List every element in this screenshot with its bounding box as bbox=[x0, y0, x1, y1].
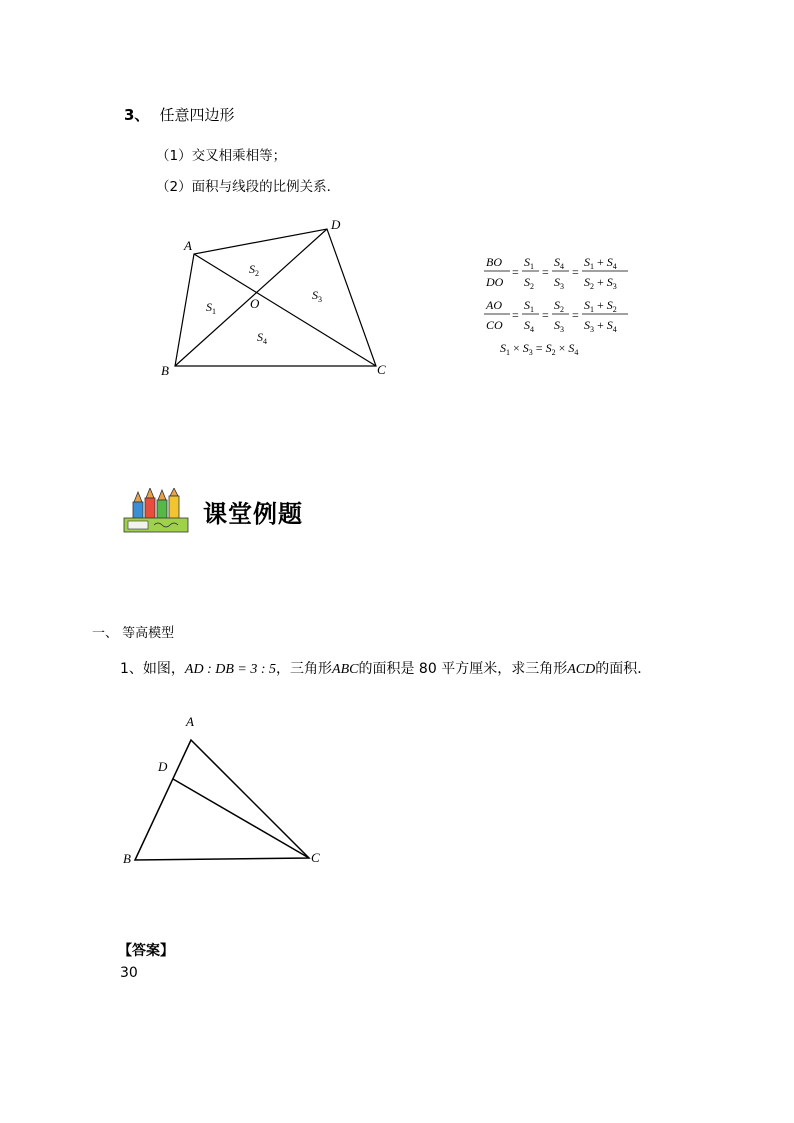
svg-text:=: = bbox=[542, 265, 549, 279]
section-number: 3、 bbox=[124, 106, 150, 124]
svg-text:S2: $S_2$ bbox=[554, 298, 564, 314]
region-label-s1: $S_1$ bbox=[206, 300, 216, 316]
vertex-label-c: C bbox=[311, 850, 320, 865]
svg-text:S1 + S2: $S_1 + S_2$ bbox=[584, 298, 617, 314]
vertex-label-a: A bbox=[184, 238, 192, 253]
list-item: （2）面积与线段的比例关系． bbox=[156, 179, 341, 195]
formula-line-3 bbox=[500, 341, 578, 357]
vertex-label-d: D bbox=[331, 217, 341, 232]
svg-text:=: = bbox=[542, 308, 549, 322]
vertex-label-a: A bbox=[186, 714, 194, 729]
center-label-o: O bbox=[250, 296, 260, 311]
svg-text:DO: DO bbox=[486, 275, 504, 289]
svg-text:S3: $S_3$ bbox=[554, 318, 564, 334]
pencil-cup-icon bbox=[120, 488, 192, 534]
problem-text: 1、如图，AD : DB = 3 : 5，三角形ABC的面积是 80 平方厘米，求三角形ACD的面积． bbox=[120, 661, 652, 677]
svg-text:=: = bbox=[512, 265, 519, 279]
svg-text:AO: AO bbox=[486, 298, 502, 312]
section-title: 课堂例题 bbox=[203, 500, 303, 528]
formula-line-2 bbox=[484, 298, 628, 334]
region-label-s2: $S_2$ bbox=[249, 262, 259, 278]
svg-text:S4: $S_4$ bbox=[524, 318, 534, 334]
quadrilateral-outline bbox=[175, 229, 376, 366]
formula-block bbox=[478, 248, 638, 362]
region-label-s3: $S_3$ bbox=[312, 288, 322, 304]
vertex-label-c: C bbox=[377, 362, 386, 377]
vertex-label-b: B bbox=[123, 851, 131, 866]
diagonal-ac bbox=[194, 254, 376, 366]
svg-text:S1: $S_1$ bbox=[524, 298, 534, 314]
section-title-text: 任意四边形 bbox=[159, 106, 235, 124]
svg-text:CO: CO bbox=[486, 318, 503, 332]
region-label-s4: $S_4$ bbox=[257, 330, 267, 346]
list-item: （1）交叉相乘相等； bbox=[156, 148, 287, 164]
section-heading bbox=[124, 104, 234, 125]
svg-text:S1 × S3 = S2 × S4: $S_1 \times S_3 = S_2 \times S_4$ bbox=[500, 341, 579, 357]
svg-text:S2 + S3: $S_2 + S_3$ bbox=[584, 275, 617, 291]
vertex-label-b: B bbox=[161, 363, 169, 378]
svg-text:=: = bbox=[512, 308, 519, 322]
svg-text:S3 + S4: $S_3 + S_4$ bbox=[584, 318, 617, 334]
svg-text:BO: BO bbox=[486, 255, 502, 269]
answer-value: 30 bbox=[120, 965, 138, 981]
svg-text:=: = bbox=[572, 265, 579, 279]
svg-text:S4: $S_4$ bbox=[554, 255, 564, 271]
svg-text:S1 + S4: $S_1 + S_4$ bbox=[584, 255, 617, 271]
triangle-diagram bbox=[118, 710, 328, 870]
svg-text:S1: $S_1$ bbox=[524, 255, 534, 271]
answer-label: 【答案】 bbox=[118, 943, 174, 959]
svg-text:=: = bbox=[572, 308, 579, 322]
formula-line-1 bbox=[484, 255, 628, 291]
svg-text:S3: $S_3$ bbox=[554, 275, 564, 291]
subsection-heading: 一、 等高模型 bbox=[92, 626, 175, 641]
svg-text:S2: $S_2$ bbox=[524, 275, 534, 291]
quadrilateral-diagram bbox=[150, 210, 410, 390]
point-label-d: D bbox=[158, 759, 168, 774]
